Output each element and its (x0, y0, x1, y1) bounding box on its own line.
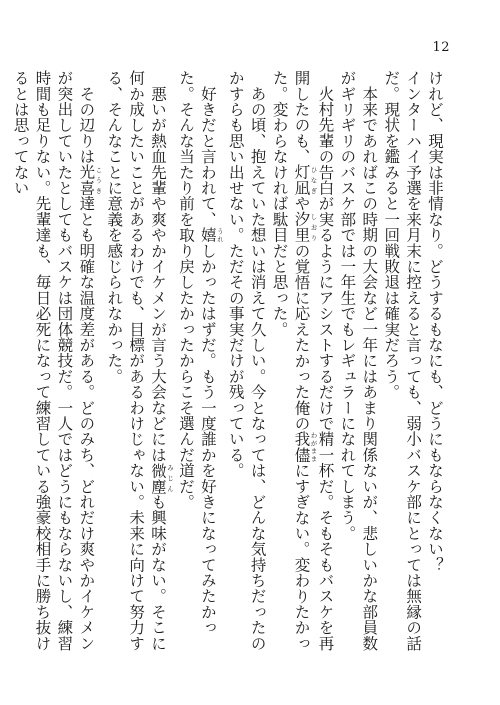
ruby-reading: うれ (215, 227, 224, 243)
ruby-base: 嬉 (198, 227, 217, 243)
paragraph (423, 70, 445, 660)
ruby-word (77, 164, 103, 196)
text-run: 火村先輩の告白が実るようにアシストするだけで精一杯だ。そもそもバスケを再開したのも、 (292, 70, 335, 651)
ruby-base: 光喜 (77, 164, 96, 196)
text-run: も興味がない。そこに何か成したいことがあるわけでも、目標があるわけじゃない。未来に向けて努力する、そんなことに意義を感じられなかった。 (105, 70, 168, 651)
vertical-text-body (11, 70, 445, 660)
ruby-reading: ひなぎ (309, 164, 318, 196)
text-run: にすぎない。変わりたかった。変わらなければ駄目だと思った。 (270, 70, 311, 651)
paragraph (174, 70, 224, 660)
paragraph (224, 70, 268, 660)
text-run: 達とも明確な温度差がある。どのみち、どれだけ爽やかイケメンが突出していたとしてもバスケは団体競技だ。一人ではどうにもならないし、練習時間も足りない。先輩達も、毎日必死になって練習している強豪校相手に勝ち抜けるとは思ってない (11, 70, 96, 651)
text-run: その辺りは (77, 70, 96, 165)
page-number: 12 (432, 40, 450, 55)
text-run: 悪いが熱血先輩や爽やかイケメンが言う大会などには (149, 70, 168, 463)
ruby-base: 汐里 (292, 211, 311, 243)
ruby-reading: みじん (166, 462, 175, 494)
paragraph (379, 70, 423, 660)
text-run: の覚悟に応えたかった俺の (292, 242, 311, 432)
text-run: や (292, 195, 311, 212)
ruby-base: 灯凪 (292, 164, 311, 196)
text-run: 本来であればこの時期の大会など一年にはあまり関係ないが、悲しいかな部員数がギリギリのバスケ部では一年生でもレギュラーになれてしまう。 (338, 70, 379, 651)
ruby-word (198, 227, 224, 243)
text-run: しかったはずだ。もう一度誰かを好きになってみたかった。そんな当たり前を取り戻したかったからこそ選んだ道だ。 (176, 70, 217, 636)
ruby-word (292, 211, 318, 243)
text-run: 好きだと言われて、 (198, 70, 217, 227)
paragraph (9, 70, 103, 660)
ruby-word (149, 462, 175, 494)
ruby-reading: わがまま (309, 431, 318, 463)
ruby-word (292, 431, 318, 463)
text-run: あの頃、抱えていた想いは消えて久しい。今となっては、どんな気持ちだったのかすらも思い出せない。ただその事実だけが残っている。 (226, 70, 267, 651)
text-run: けれど、現実は非情なり。どうするもなにも、どうにもならなくない？ (426, 70, 444, 573)
ruby-base: 微塵 (149, 462, 168, 494)
paragraph (268, 70, 336, 660)
ruby-reading: しおり (309, 211, 318, 243)
text-run: インターハイ予選を来月末に控えると言っても、弱小バスケ部にとっては無縁の話だ。現状を鑑みると一回戦敗退は確実だろう。 (382, 70, 423, 651)
paragraph (102, 70, 174, 660)
paragraph (335, 70, 379, 660)
ruby-word (292, 164, 318, 196)
ruby-base: 我儘 (292, 431, 311, 463)
ruby-reading: こうき (94, 164, 103, 196)
